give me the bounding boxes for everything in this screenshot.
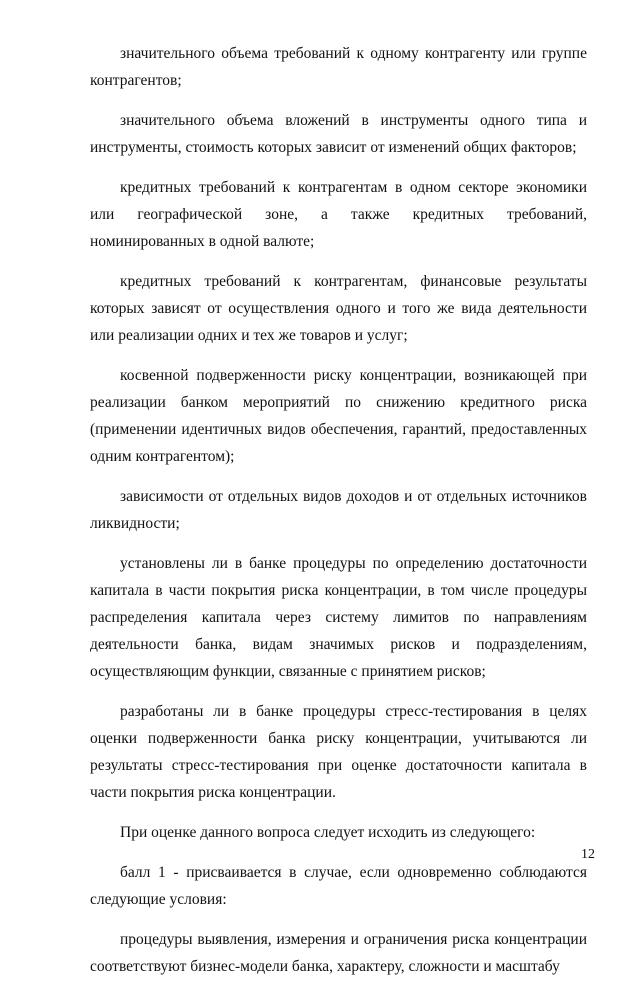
paragraph-4: кредитных требований к контрагентам, финансовые результаты которых зависят от осуществления одного и того же вида деятельности или реализации одних и тех же товаров и услуг; [90,273,587,344]
paragraph-3: кредитных требований к контрагентам в одном секторе экономики или географической зоне, а также кредитных требований, номинированных в одной валюте; [90,179,587,250]
page-number: 12 [581,847,595,862]
paragraph-10: балл 1 - присваивается в случае, если одновременно соблюдаются следующие условия: [90,864,587,908]
paragraph-2: значительного объема вложений в инструменты одного типа и инструменты, стоимость которых зависит от изменений общих факторов; [90,112,587,156]
paragraph-6: зависимости от отдельных видов доходов и от отдельных источников ликвидности; [90,488,587,532]
paragraph-5: косвенной подверженности риску концентрации, возникающей при реализации банком мероприятий по снижению кредитного риска (применении идентичных видов обеспечения, гарантий, предоставленных одним контрагентом); [90,367,587,465]
paragraph-7: установлены ли в банке процедуры по определению достаточности капитала в части покрытия риска концентрации, в том числе процедуры распределения капитала через систему лимитов по направлениям деятельности банка, видам значимых рисков и подразделениям, осуществляющим функции, связанные с принятием рисков; [90,555,587,680]
paragraph-9: При оценке данного вопроса следует исходить из следующего: [120,824,536,841]
document-body [90,40,587,993]
paragraph-11: процедуры выявления, измерения и ограничения риска концентрации соответствуют бизнес-модели банка, характеру, сложности и масштабу [90,931,587,975]
paragraph-8: разработаны ли в банке процедуры стресс-тестирования в целях оценки подверженности банка риску концентрации, учитываются ли результаты стресс-тестирования при оценке достаточности капитала в части покрытия риска концентрации. [90,703,587,801]
paragraph-1: значительного объема требований к одному контрагенту или группе контрагентов; [90,45,587,89]
